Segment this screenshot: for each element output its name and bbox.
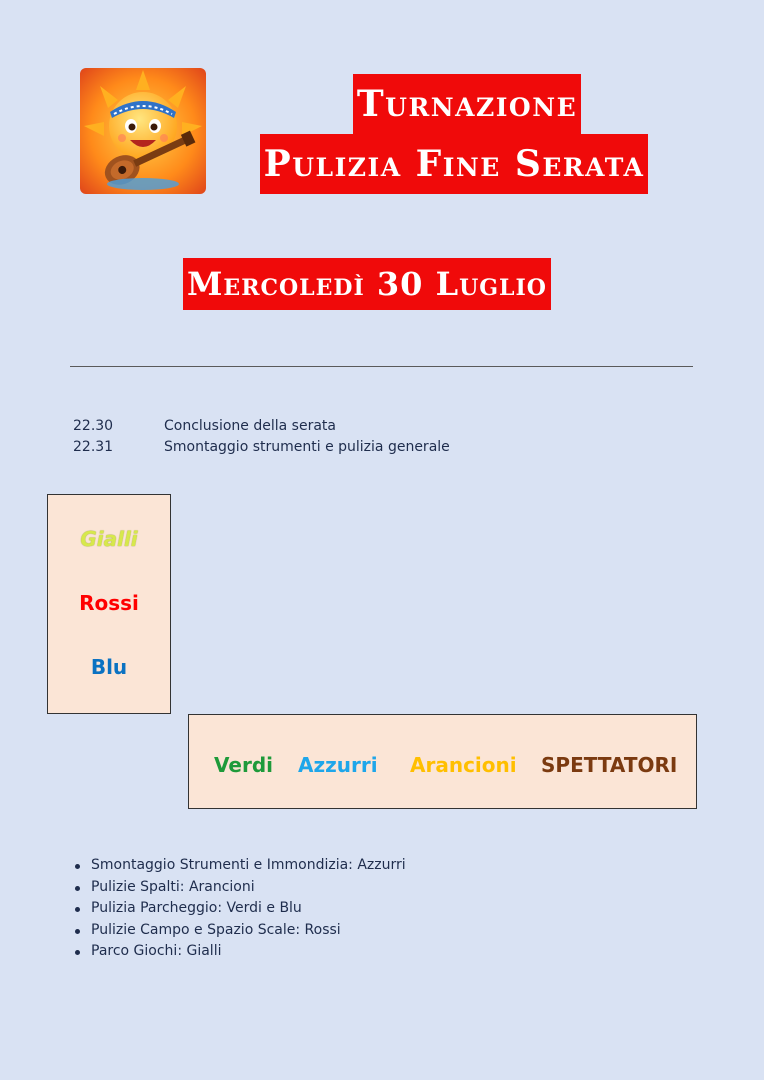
page-subtitle: Pulizia Fine Serata — [260, 134, 649, 194]
duty-item: Pulizie Campo e Spazio Scale: Rossi — [73, 920, 406, 942]
schedule-time: 22.30 — [73, 418, 114, 434]
team-verdi: Verdi — [214, 753, 273, 777]
page-title: Turnazione — [353, 74, 581, 134]
event-date: Mercoledì 30 Luglio — [183, 258, 551, 310]
duty-item: Pulizia Parcheggio: Verdi e Blu — [73, 898, 406, 920]
duty-item: Parco Giochi: Gialli — [73, 941, 406, 963]
divider — [70, 366, 693, 367]
team-blu: Blu — [90, 655, 128, 679]
schedule-activity: Smontaggio strumenti e pulizia generale — [164, 439, 450, 455]
schedule — [73, 416, 450, 458]
team-arancioni: Arancioni — [410, 753, 517, 777]
teams-box-left — [47, 494, 171, 714]
duty-item: Pulizie Spalti: Arancioni — [73, 877, 406, 899]
team-rossi: Rossi — [79, 591, 139, 615]
team-azzurri: Azzurri — [298, 753, 378, 777]
duty-item: Smontaggio Strumenti e Immondizia: Azzurri — [73, 855, 406, 877]
title-block — [216, 74, 692, 194]
schedule-activity: Conclusione della serata — [164, 418, 336, 434]
schedule-row — [73, 437, 450, 458]
schedule-row — [73, 416, 450, 437]
schedule-time: 22.31 — [73, 439, 114, 455]
team-gialli: Gialli — [80, 527, 138, 551]
team-spettatori: SPETTATORI — [541, 753, 678, 777]
sun-with-guitar-icon — [80, 68, 206, 194]
teams-box-right — [188, 714, 697, 809]
duties-list — [73, 855, 406, 963]
